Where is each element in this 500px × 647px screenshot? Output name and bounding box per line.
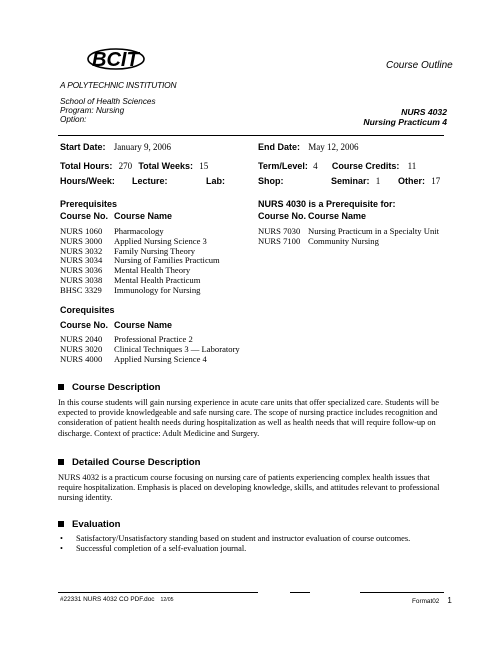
square-bullet-icon [58, 459, 64, 465]
list-item: NURS 3036 Mental Health Theory [60, 265, 191, 276]
term-credits-row: Term/Level: 4 Course Credits: 11 [258, 161, 417, 171]
detailed-description-title: Detailed Course Description [58, 457, 200, 468]
school-name: School of Health Sciences [60, 97, 156, 106]
total-hours-row: Total Hours: 270 Total Weeks: 15 [60, 161, 209, 171]
prereq-for-title: NURS 4030 is a Prerequisite for: [258, 199, 396, 209]
evaluation-list [60, 534, 410, 554]
course-title: Nursing Practicum 4 [363, 117, 447, 127]
header-divider [58, 135, 444, 136]
lecture-label: Lecture: [132, 176, 168, 186]
list-item: • Satisfactory/Unsatisfactory standing based on student and instructor evaluation of course outcomes. [60, 534, 411, 543]
seminar-field: Seminar: 1 [331, 176, 381, 186]
list-item: NURS 7100 Community Nursing [258, 235, 379, 246]
logo-text: BCIT [92, 49, 139, 71]
list-item: NURS 2040 Professional Practice 2 [60, 334, 193, 344]
corequisites-header: Course No. Course Name [60, 320, 173, 330]
list-item: NURS 3034 Nursing of Families Practicum [60, 255, 220, 266]
corequisites-list [60, 335, 240, 364]
footer-divider-right [360, 592, 444, 593]
course-code: NURS 4032 [401, 107, 447, 117]
option-label: Option: [60, 115, 87, 124]
square-bullet-icon [58, 521, 64, 527]
program-name: Program: Nursing [60, 106, 125, 115]
corequisites-title: Corequisites [60, 305, 115, 315]
prereq-for-header: Course No. Course Name [258, 211, 367, 221]
detailed-description-text: NURS 4032 is a practicum course focusing on nursing care of patients experiencing complex health issues that require hospitalization. Emphasis is placed on developing knowledge, skills, and attitudes relevant to professional nursing identity. [58, 473, 440, 503]
hours-week-row: Hours/Week: [60, 176, 115, 186]
prerequisites-title: Prerequisites [60, 199, 118, 209]
course-description-title: Course Description [58, 382, 161, 393]
footer-format: Format02 1 [412, 596, 452, 605]
list-item: • Successful completion of a self-evaluation journal. [60, 544, 247, 553]
list-item: NURS 1060 Pharmacology [60, 226, 164, 236]
tagline: A POLYTECHNIC INSTITUTION [60, 80, 177, 90]
square-bullet-icon [58, 384, 64, 390]
footer-divider-mid [290, 592, 310, 593]
bcit-logo [86, 45, 148, 71]
start-date-row: Start Date: January 9, 2006 [60, 142, 172, 152]
list-item: NURS 4000 Applied Nursing Science 4 [60, 353, 207, 364]
list-item: NURS 7030 Nursing Practicum in a Specialty Unit [258, 226, 440, 236]
lab-label: Lab: [206, 176, 225, 186]
list-item: NURS 3020 Clinical Techniques 3 — Laboratory [60, 343, 240, 354]
list-item: BHSC 3329 Immunology for Nursing [60, 284, 201, 295]
footer-divider-left [58, 592, 258, 593]
list-item: NURS 3038 Mental Health Practicum [60, 274, 201, 285]
shop-label: Shop: [258, 176, 284, 186]
footer-file-ref: #22331 NURS 4032 CO PDF.doc 12/05 [60, 596, 174, 603]
prerequisites-header: Course No. Course Name [60, 211, 173, 221]
prereq-for-list [258, 227, 439, 247]
list-item: NURS 3000 Applied Nursing Science 3 [60, 235, 207, 246]
list-item: NURS 3032 Family Nursing Theory [60, 245, 195, 256]
doc-type: Course Outline [386, 60, 453, 71]
course-description-text: In this course students will gain nursing experience in acute care units that offer specialized care. Students will be expected to provide knowledgeable and safe nursing care. The scope of nursing practice includes recognition and consideration of patient health needs during hospitalization as well as health needs that will require follow-up on discharge. Context of practice: Adult Medicine and Surgery. [58, 398, 440, 438]
prerequisites-list [60, 227, 220, 296]
evaluation-title: Evaluation [58, 519, 121, 530]
end-date-row: End Date: May 12, 2006 [258, 142, 359, 152]
other-field: Other: 17 [398, 176, 441, 186]
